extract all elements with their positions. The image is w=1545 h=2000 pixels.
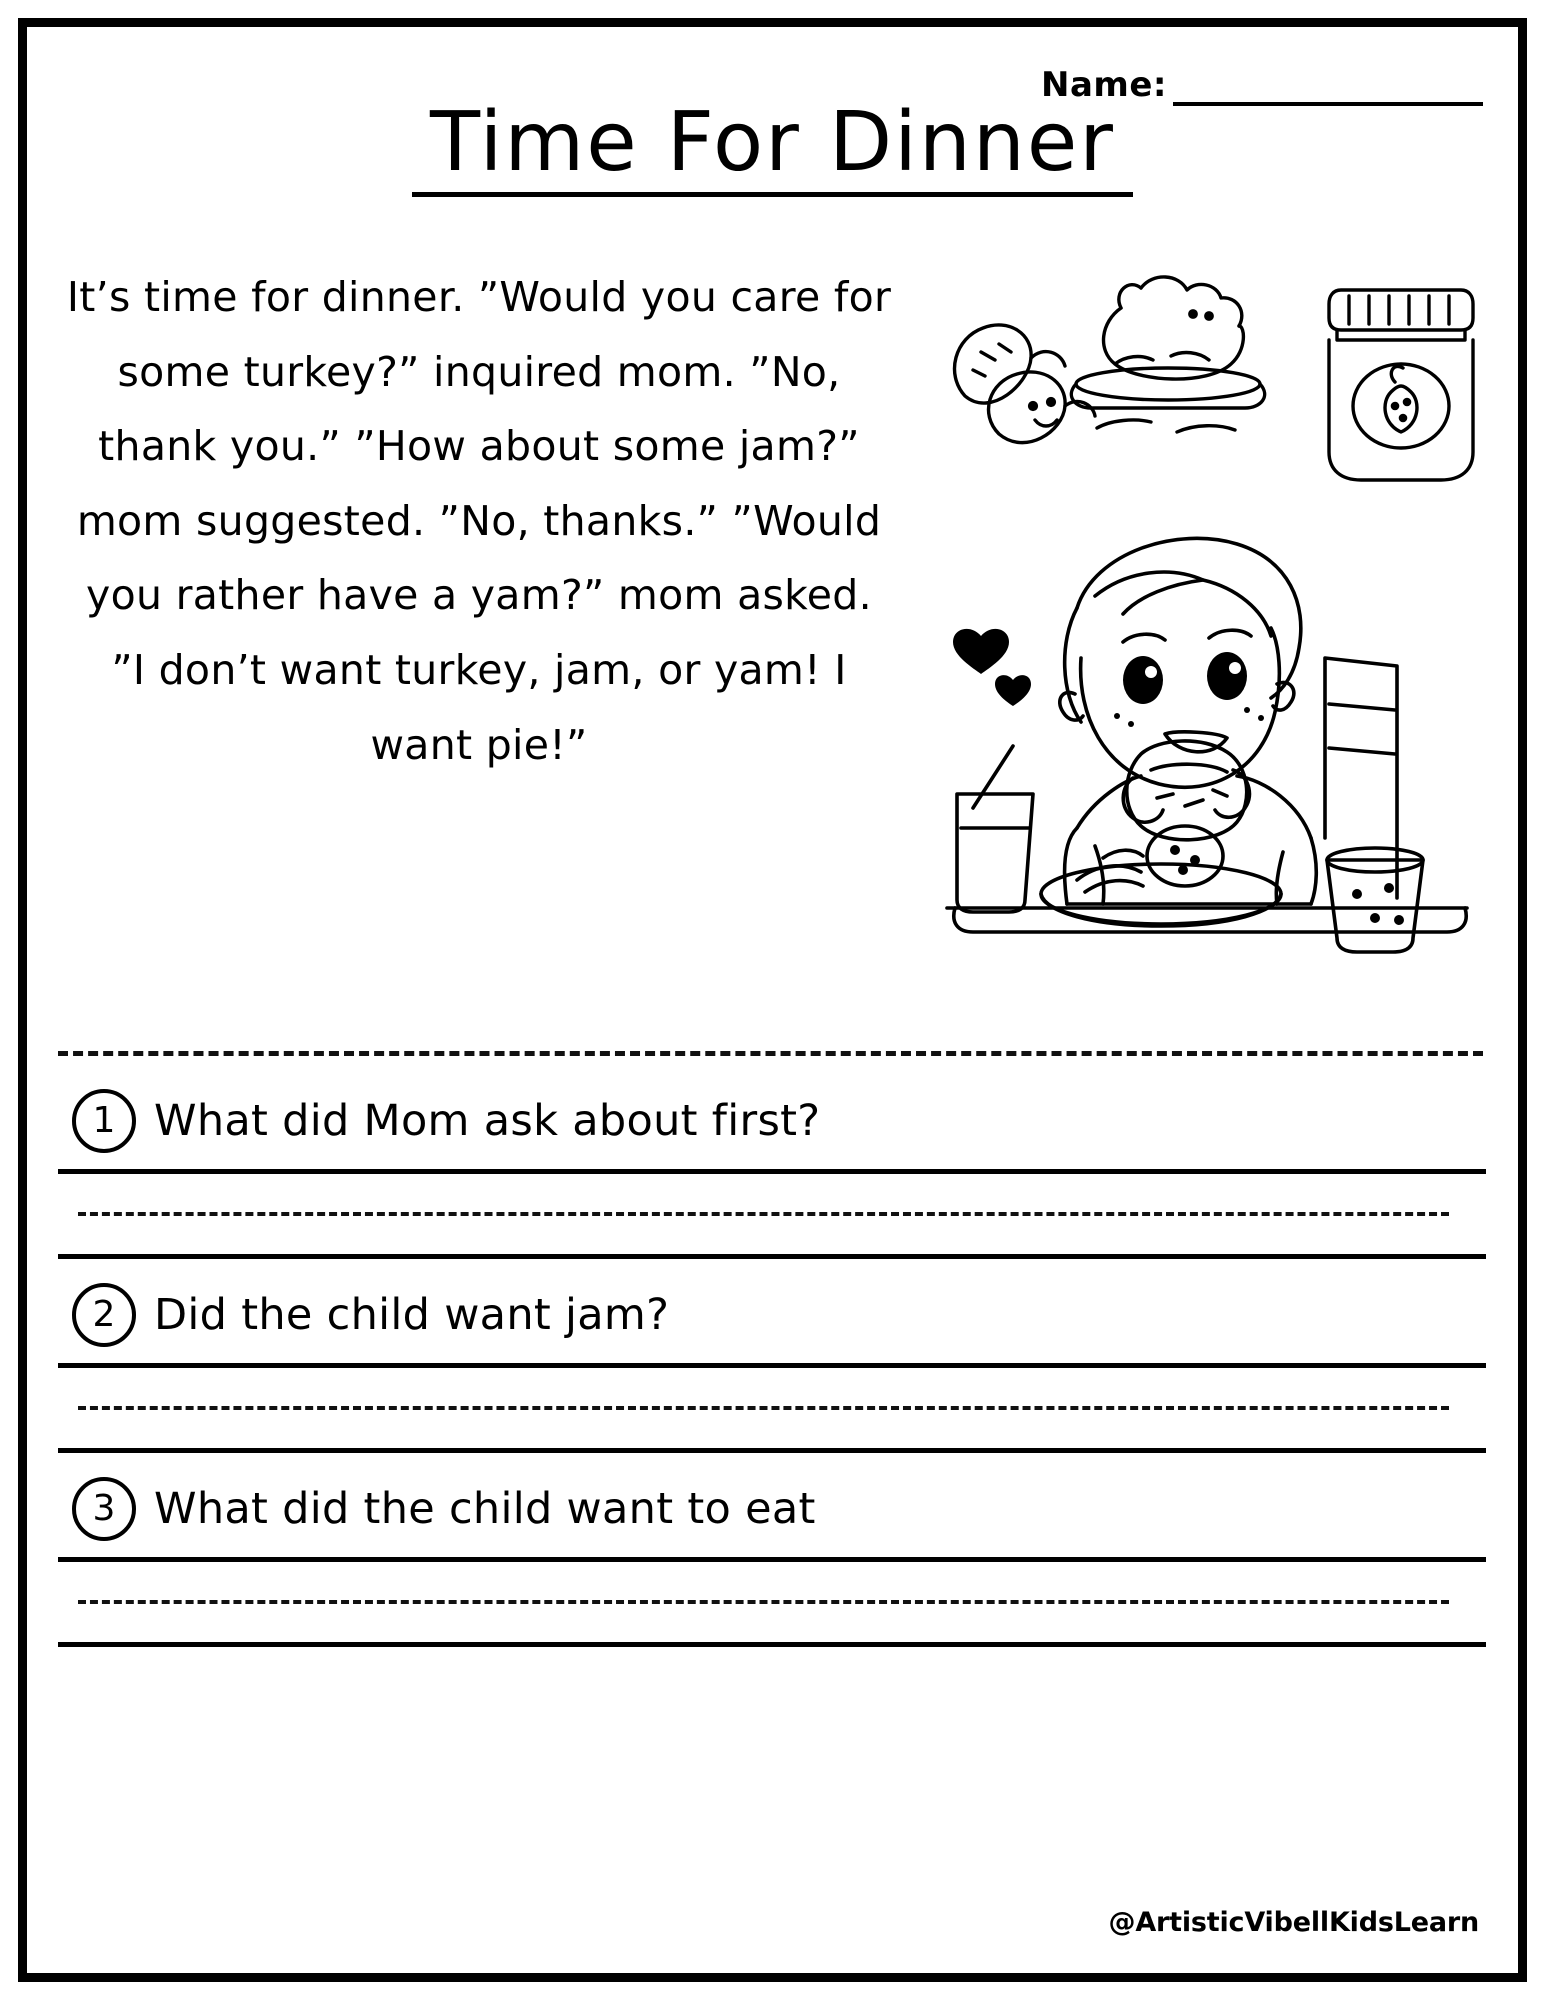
question-row [58, 1471, 1486, 1557]
question-block-2 [58, 1277, 1486, 1453]
question-number: 2 [72, 1283, 136, 1347]
story-text: It’s time for dinner. ”Would you care for some turkey?” inquired mom. ”No, thank you.” ”How about some jam?” mom suggested. ”No, thanks.” ”Would you rather have a yam?” mom asked. ”I don’t want turkey, jam, or yam! I want pie!” [66, 273, 892, 769]
story-passage [64, 260, 894, 782]
answer-line-solid [58, 1169, 1486, 1174]
jam-jar-icon [1329, 290, 1473, 480]
answer-line-dashed [78, 1212, 1449, 1216]
worksheet-content [50, 48, 1495, 1952]
question-text: What did the child want to eat [154, 1484, 816, 1534]
question-number: 3 [72, 1477, 136, 1541]
answer-line-solid [58, 1254, 1486, 1259]
answer-line-dashed [78, 1406, 1449, 1410]
answer-line-solid [58, 1448, 1486, 1453]
question-block-3 [58, 1471, 1486, 1647]
question-block-1 [58, 1083, 1486, 1259]
heart-icon [953, 629, 1031, 706]
small-cup-icon [1327, 848, 1423, 952]
turkey-sweet-potato-jam-illustration [925, 256, 1485, 506]
question-text: Did the child want jam? [154, 1290, 670, 1340]
credit-watermark: @ArtisticVibellKidsLearn [1108, 1907, 1479, 1938]
answer-line-solid [58, 1642, 1486, 1647]
question-number: 1 [72, 1089, 136, 1153]
turkey-icon [1071, 277, 1264, 432]
section-divider [58, 1051, 1483, 1056]
chair-icon [1325, 658, 1397, 898]
question-row [58, 1083, 1486, 1169]
drink-cup-icon [957, 746, 1033, 912]
answer-lines[interactable] [58, 1169, 1486, 1259]
answer-line-solid [58, 1557, 1486, 1562]
answer-line-dashed [78, 1600, 1449, 1604]
page-title-wrap [50, 95, 1495, 197]
question-row [58, 1277, 1486, 1363]
answer-line-solid [58, 1363, 1486, 1368]
questions-section [58, 1083, 1486, 1665]
boy-eating-illustration [927, 508, 1487, 1008]
answer-lines[interactable] [58, 1557, 1486, 1647]
plate-of-food-icon [1041, 826, 1281, 926]
page-title: Time For Dinner [412, 100, 1133, 197]
answer-lines[interactable] [58, 1363, 1486, 1453]
question-text: What did Mom ask about first? [154, 1096, 821, 1146]
name-label: Name: [1041, 65, 1167, 105]
